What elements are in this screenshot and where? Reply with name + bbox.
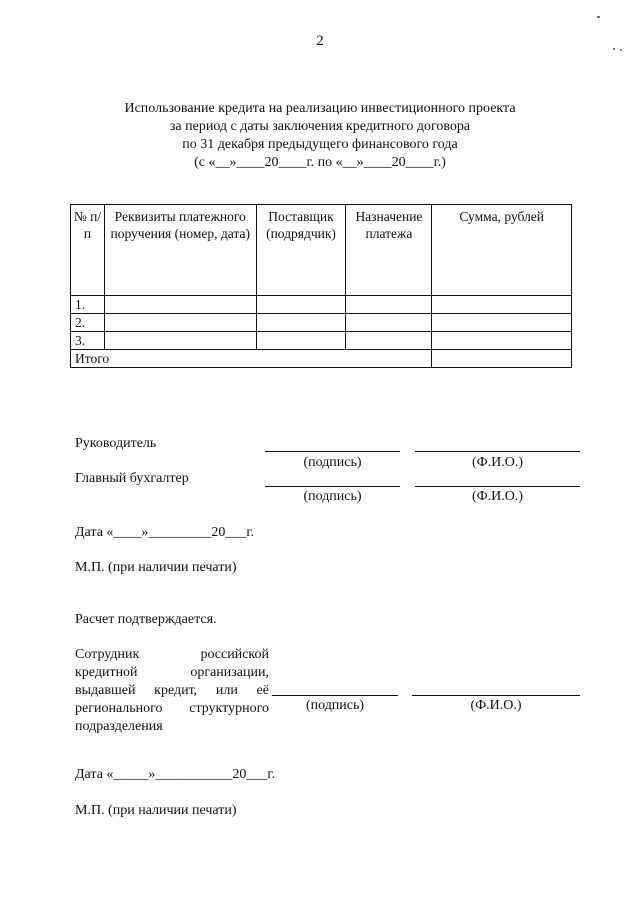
employee-label: [75, 646, 269, 736]
document-title: [70, 100, 570, 172]
title-line-2: за период с даты заключения кредитного договора: [169, 119, 471, 134]
header-supplier: Поставщик (подрядчик): [256, 205, 346, 296]
table-cell: [256, 332, 346, 350]
stamp-note-2: М.П. (при наличии печати): [75, 803, 237, 818]
accountant-name-caption: (Ф.И.О.): [471, 489, 524, 504]
table-cell: [256, 296, 346, 314]
table-cell: [432, 296, 572, 314]
header-purpose: Назначение платежа: [346, 205, 432, 296]
head-name-caption: (Ф.И.О.): [471, 455, 524, 470]
table-row: [71, 332, 572, 350]
row-number: 2.: [71, 314, 105, 332]
total-amount-cell: [432, 350, 572, 368]
header-amount: Сумма, рублей: [432, 205, 572, 296]
title-line-3: по 31 декабря предыдущего финансового года: [182, 137, 458, 152]
date-line-1: Дата «____»_________20___г.: [75, 525, 255, 540]
title-line-4: (с «__»____20____г. по «__»____20____г.): [194, 155, 446, 170]
employee-signature-line: [272, 695, 398, 696]
accountant-signature-line: [265, 486, 400, 487]
accountant-signature-caption: (подпись): [303, 489, 362, 504]
table-cell: [256, 314, 346, 332]
total-row: [71, 350, 572, 368]
table-cell: [346, 314, 432, 332]
employee-name-caption: (Ф.И.О.): [470, 698, 522, 713]
table-cell: [432, 314, 572, 332]
scan-speck: [620, 49, 622, 51]
employee-line-4: регионального структурного: [75, 701, 269, 716]
page-number: 2: [316, 33, 324, 49]
scan-speck: [597, 16, 600, 18]
table-cell: [104, 332, 256, 350]
employee-line-3: выдавшей кредит, или её: [75, 683, 269, 698]
row-number: 1.: [71, 296, 105, 314]
header-requisites: Реквизиты платежного поручения (номер, дата): [104, 205, 256, 296]
table-cell: [104, 296, 256, 314]
table-cell: [346, 296, 432, 314]
table-cell: [104, 314, 256, 332]
credit-usage-table: [70, 204, 572, 368]
table-cell: [346, 332, 432, 350]
employee-line-2: кредитной организации,: [75, 665, 269, 680]
head-name-line: [415, 451, 580, 452]
stamp-note-1: М.П. (при наличии печати): [75, 560, 237, 575]
table-row: [71, 296, 572, 314]
title-line-1: Использование кредита на реализацию инвестиционного проекта: [124, 101, 516, 116]
accountant-name-line: [415, 486, 580, 487]
header-num: № п/п: [71, 205, 105, 296]
employee-line-5: подразделения: [75, 719, 163, 734]
employee-signature-caption: (подпись): [305, 698, 365, 713]
row-number: 3.: [71, 332, 105, 350]
head-signature-caption: (подпись): [303, 455, 362, 470]
table-header-row: [71, 205, 572, 296]
table-row: [71, 314, 572, 332]
employee-line-1: Сотрудник российской: [75, 647, 269, 662]
total-label: Итого: [71, 350, 432, 368]
accountant-label: Главный бухгалтер: [75, 471, 189, 486]
head-label: Руководитель: [75, 436, 157, 451]
table-cell: [432, 332, 572, 350]
employee-name-line: [412, 695, 580, 696]
head-signature-line: [265, 451, 400, 452]
confirmation-text: Расчет подтверждается.: [75, 612, 217, 627]
scan-speck: [613, 48, 615, 50]
date-line-2: Дата «_____»___________20___г.: [75, 767, 276, 782]
